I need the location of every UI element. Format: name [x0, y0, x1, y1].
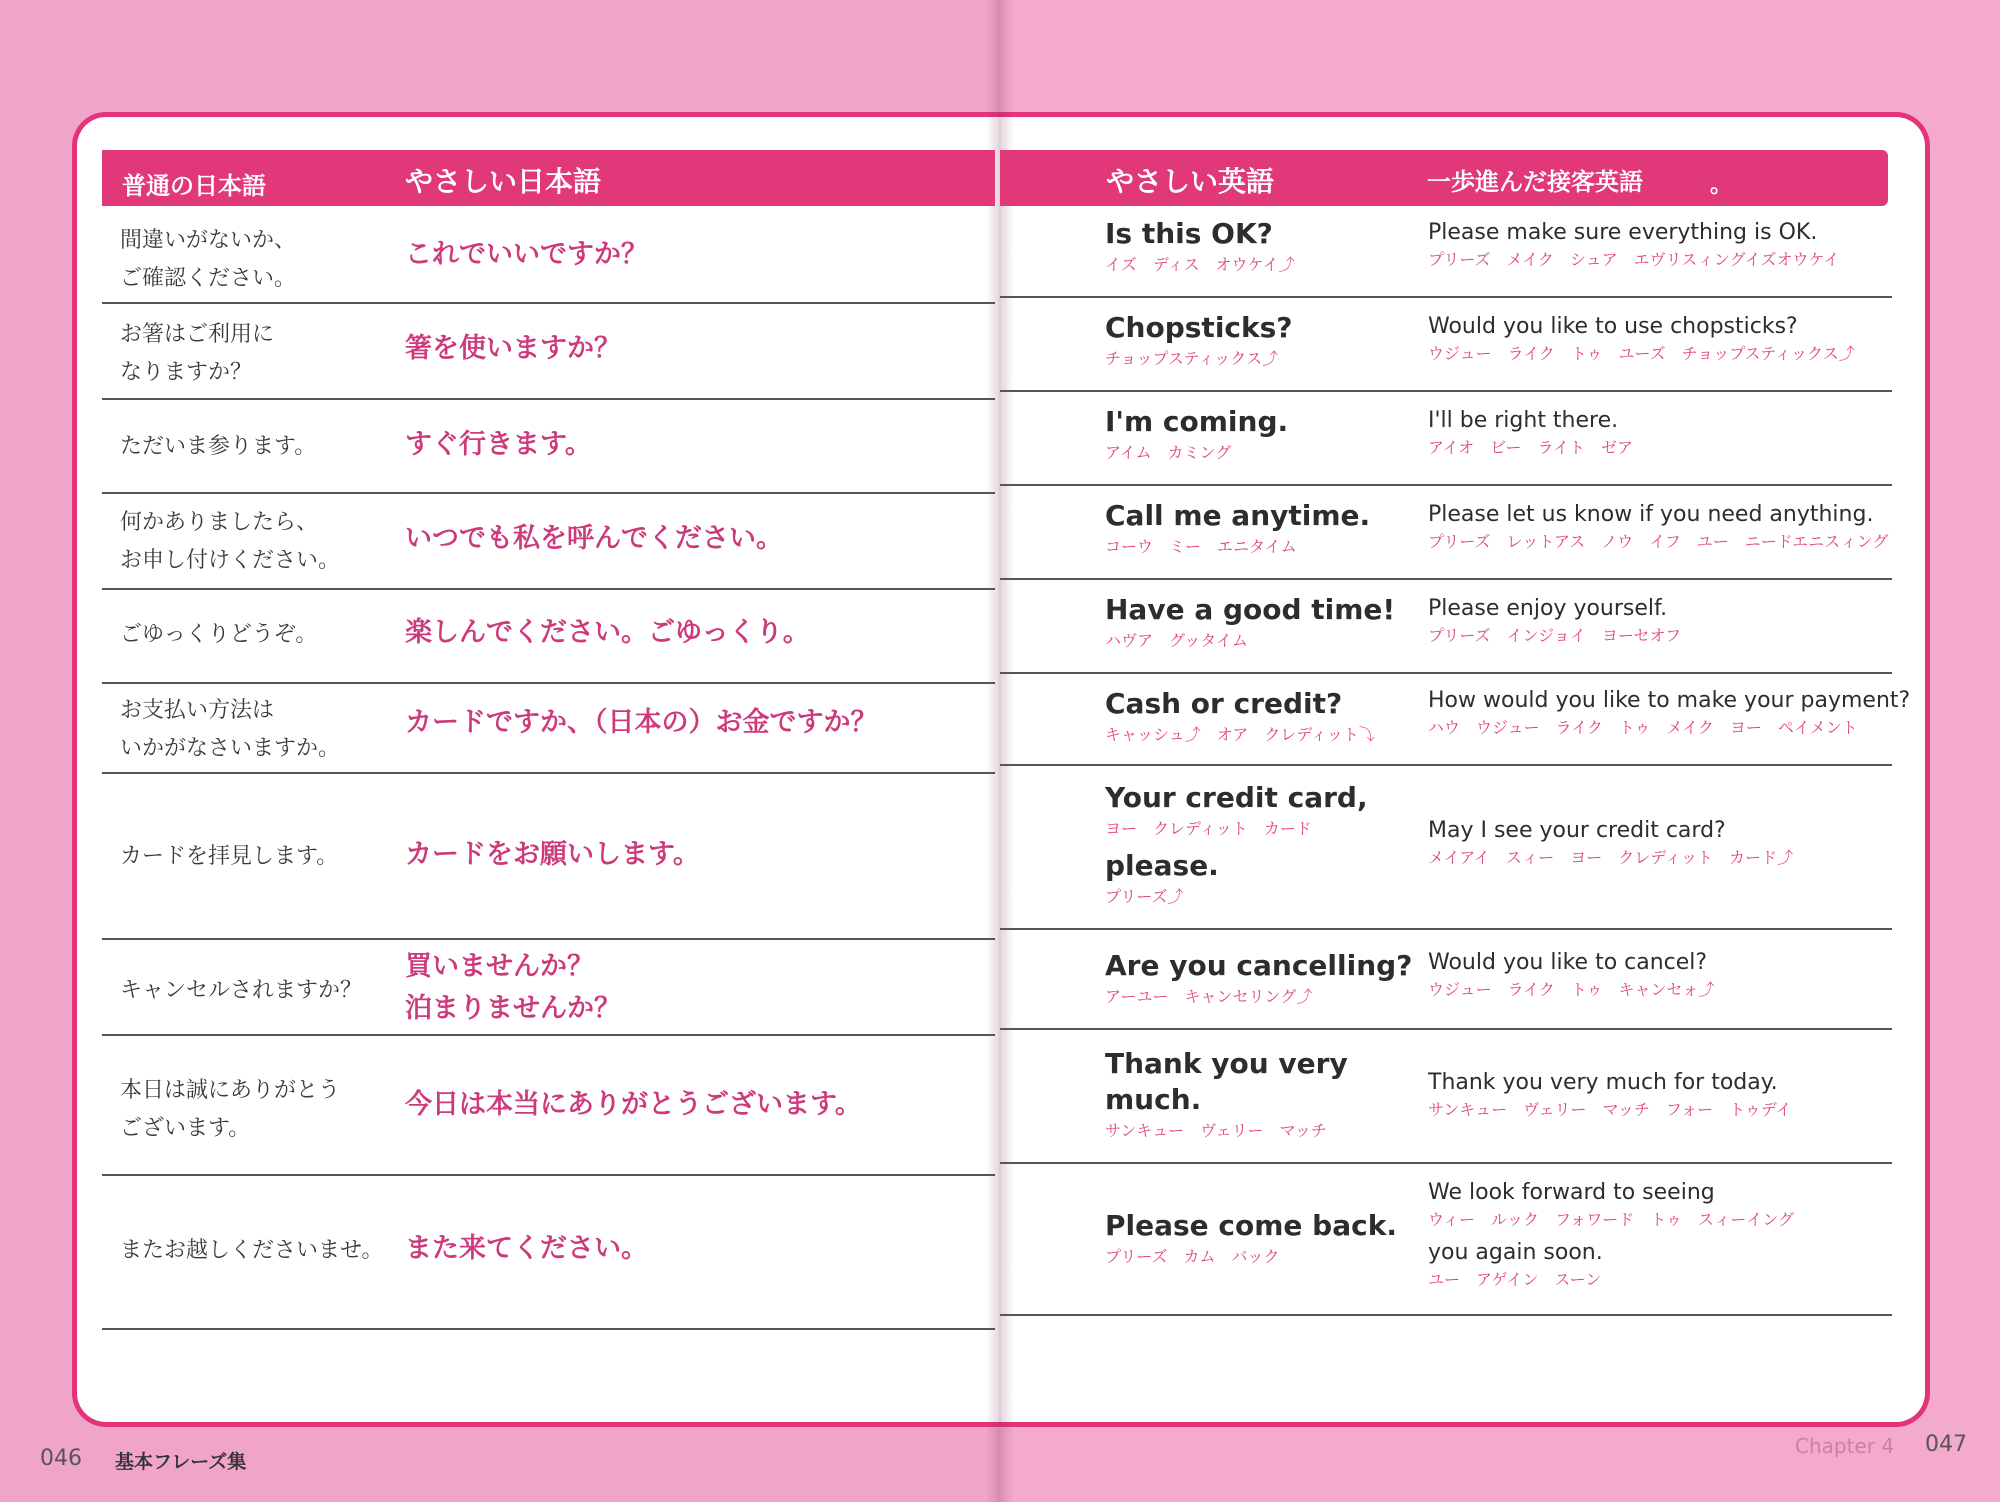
normal-line: カードを拝見します。 [120, 844, 339, 869]
english-phrase: Chopsticks? [1105, 311, 1293, 344]
right-page-number: 047 [1925, 1432, 1967, 1457]
pronunciation-kana: ユー アゲイン スーン [1428, 1270, 1602, 1289]
row-divider [102, 772, 995, 774]
row-8-advanced-english [1428, 948, 1714, 1002]
row-9-advanced-english [1428, 1068, 1792, 1122]
row-5-easy-english [1105, 592, 1395, 654]
row-4-easy-english [1105, 498, 1370, 560]
english-phrase: Please let us know if you need anything. [1428, 502, 1874, 527]
row-1-normal-japanese [120, 222, 296, 298]
normal-line: またお越しくださいませ。 [120, 1238, 384, 1263]
row-divider [1000, 1162, 1892, 1164]
english-phrase: Have a good time! [1105, 593, 1396, 626]
row-divider [1000, 1028, 1892, 1030]
english-phrase: Are you cancelling? [1105, 949, 1413, 982]
pronunciation-kana: アイム カミング [1105, 443, 1232, 462]
row-2-normal-japanese [120, 316, 274, 392]
row-divider [1000, 1314, 1892, 1316]
normal-line: お支払い方法は [120, 698, 275, 723]
row-divider [1000, 928, 1892, 930]
row-6-easy-english [1105, 686, 1375, 748]
english-phrase: We look forward to seeing [1428, 1180, 1715, 1205]
english-phrase: Call me anytime. [1105, 499, 1371, 532]
pronunciation-kana: キャッシュ⤴ オア クレディット⤵ [1105, 725, 1375, 744]
pronunciation-kana: プリーズ⤴ [1105, 887, 1184, 906]
row-10-advanced-english [1428, 1178, 1794, 1292]
pronunciation-kana: サンキュー ヴェリー マッチ フォー トゥデイ [1428, 1100, 1792, 1119]
english-phrase: Please come back. [1105, 1209, 1397, 1242]
row-3-easy-english [1105, 404, 1288, 466]
row-10-easy-japanese: また来てください。 [405, 1233, 648, 1264]
pronunciation-kana: メイアイ スィー ヨー クレディット カード⤴ [1428, 848, 1793, 867]
english-phrase: Would you like to cancel? [1428, 950, 1708, 975]
row-5-normal-japanese [120, 616, 317, 654]
pronunciation-kana: サンキュー ヴェリー マッチ [1105, 1121, 1327, 1140]
row-divider [102, 588, 995, 590]
normal-line: 本日は誠にありがとう [120, 1078, 341, 1103]
row-2-easy-japanese: 箸を使いますか？ [405, 333, 621, 364]
pronunciation-kana: ハウ ウジュー ライク トゥ メイク ヨー ペイメント [1428, 718, 1858, 737]
english-phrase: Would you like to use chopsticks? [1428, 314, 1798, 339]
header-easy-japanese: やさしい日本語 [405, 165, 602, 198]
header-easy-english: やさしい英語 [1106, 165, 1275, 198]
english-phrase: Please enjoy yourself. [1428, 596, 1668, 621]
normal-line: キャンセルされますか？ [120, 978, 363, 1003]
english-phrase: Is this OK? [1105, 217, 1273, 250]
left-page-number: 046 [40, 1446, 82, 1471]
normal-line: なりますか？ [120, 360, 253, 385]
row-divider [102, 682, 995, 684]
row-2-easy-english [1105, 310, 1293, 372]
normal-line: ございます。 [120, 1116, 251, 1141]
english-phrase: Your credit card, [1105, 781, 1368, 814]
row-1-advanced-english [1428, 218, 1839, 272]
row-5-advanced-english [1428, 594, 1681, 648]
normal-line: いかがなさいますか。 [120, 736, 341, 761]
pronunciation-kana: コーウ ミー エニタイム [1105, 537, 1297, 556]
row-9-normal-japanese [120, 1072, 340, 1148]
row-3-easy-japanese: すぐ行きます。 [405, 429, 592, 460]
row-divider [1000, 296, 1892, 298]
english-phrase: I'm coming. [1105, 405, 1289, 438]
row-3-advanced-english [1428, 406, 1633, 460]
row-divider [1000, 390, 1892, 392]
row-6-advanced-english [1428, 686, 1910, 740]
row-divider [102, 938, 995, 940]
book-section-title: 基本フレーズ集 [115, 1451, 247, 1473]
row-4-normal-japanese [120, 504, 340, 580]
row-7-advanced-english [1428, 816, 1793, 870]
row-1-easy-japanese: これでいいですか？ [405, 239, 648, 270]
row-divider [102, 1034, 995, 1036]
book-gutter [986, 0, 1014, 1502]
english-phrase: Cash or credit? [1105, 687, 1343, 720]
row-7-easy-english [1105, 780, 1368, 910]
row-10-easy-english [1105, 1208, 1397, 1270]
normal-line: ごゆっくりどうぞ。 [120, 622, 318, 647]
easy-line: 泊まりませんか？ [405, 993, 621, 1024]
row-6-normal-japanese [120, 692, 340, 768]
row-8-easy-japanese [405, 946, 621, 1030]
normal-line: 間違いがないか、 [120, 228, 297, 253]
english-phrase: you again soon. [1428, 1240, 1603, 1265]
pronunciation-kana: アーユー キャンセリング⤴ [1105, 987, 1313, 1006]
english-phrase: I'll be right there. [1428, 408, 1619, 433]
english-phrase: please. [1105, 849, 1219, 882]
row-divider [102, 1328, 995, 1330]
header-normal-japanese: 普通の日本語 [122, 172, 266, 200]
header-advanced-english: 一歩進んだ接客英語 [1427, 168, 1643, 196]
normal-line: ご確認ください。 [120, 266, 297, 291]
pronunciation-kana: ハヴア グッタイム [1105, 631, 1248, 650]
pronunciation-kana: プリーズ インジョイ ヨーセオフ [1428, 626, 1682, 645]
normal-line: 何かありましたら、 [120, 510, 319, 535]
row-3-normal-japanese [120, 428, 316, 466]
row-10-normal-japanese [120, 1232, 383, 1270]
pronunciation-kana: ウジュー ライク トゥ ユーズ チョップスティックス⤴ [1428, 344, 1855, 363]
pronunciation-kana: プリーズ カム バック [1105, 1247, 1280, 1266]
english-phrase: Thank you very much for today. [1428, 1070, 1778, 1095]
header-mark: 。 [1710, 173, 1733, 198]
english-phrase: May I see your credit card? [1428, 818, 1726, 843]
row-divider [1000, 484, 1892, 486]
row-7-normal-japanese [120, 838, 338, 876]
row-9-easy-english [1105, 1046, 1348, 1144]
table-header-left [102, 150, 995, 206]
english-phrase: Thank you very [1105, 1047, 1348, 1080]
pronunciation-kana: ウィー ルック フォワード トゥ スィーイング [1428, 1210, 1795, 1229]
chapter-label: Chapter 4 [1795, 1434, 1895, 1458]
normal-line: ただいま参ります。 [120, 434, 317, 459]
pronunciation-kana: プリーズ レットアス ノウ イフ ユー ニードエニスィング [1428, 532, 1889, 551]
row-divider [1000, 672, 1892, 674]
english-phrase: How would you like to make your payment? [1428, 688, 1911, 713]
row-divider [102, 1174, 995, 1176]
pronunciation-kana: ウジュー ライク トゥ キャンセォ⤴ [1428, 980, 1715, 999]
normal-line: お申し付けください。 [120, 548, 341, 573]
normal-line: お箸はご利用に [120, 322, 275, 347]
row-divider [102, 302, 995, 304]
row-6-easy-japanese: カードですか、（日本の）お金ですか？ [405, 707, 878, 738]
row-4-advanced-english [1428, 500, 1888, 554]
pronunciation-kana: プリーズ メイク シュア エヴリスィングイズオウケイ [1428, 250, 1840, 269]
row-8-normal-japanese [120, 972, 362, 1010]
row-8-easy-english [1105, 948, 1412, 1010]
row-9-easy-japanese: 今日は本当にありがとうございます。 [405, 1089, 862, 1120]
row-divider [102, 398, 995, 400]
row-divider [102, 492, 995, 494]
row-divider [1000, 764, 1892, 766]
english-phrase: Please make sure everything is OK. [1428, 220, 1818, 245]
pronunciation-kana: チョップスティックス⤴ [1105, 349, 1279, 368]
row-2-advanced-english [1428, 312, 1855, 366]
pronunciation-kana: アイオ ビー ライト ゼア [1428, 438, 1633, 457]
row-1-easy-english [1105, 216, 1294, 278]
row-4-easy-japanese: いつでも私を呼んでください。 [405, 523, 783, 554]
row-5-easy-japanese: 楽しんでください。ごゆっくり。 [405, 617, 810, 648]
pronunciation-kana: イズ ディス オウケイ⤴ [1105, 255, 1295, 274]
row-divider [1000, 578, 1892, 580]
pronunciation-kana: ヨー クレディット カード [1105, 819, 1312, 838]
english-phrase: much. [1105, 1083, 1202, 1116]
row-7-easy-japanese: カードをお願いします。 [405, 839, 700, 870]
easy-line: 買いませんか？ [405, 951, 594, 982]
table-header-right [1000, 150, 1888, 206]
